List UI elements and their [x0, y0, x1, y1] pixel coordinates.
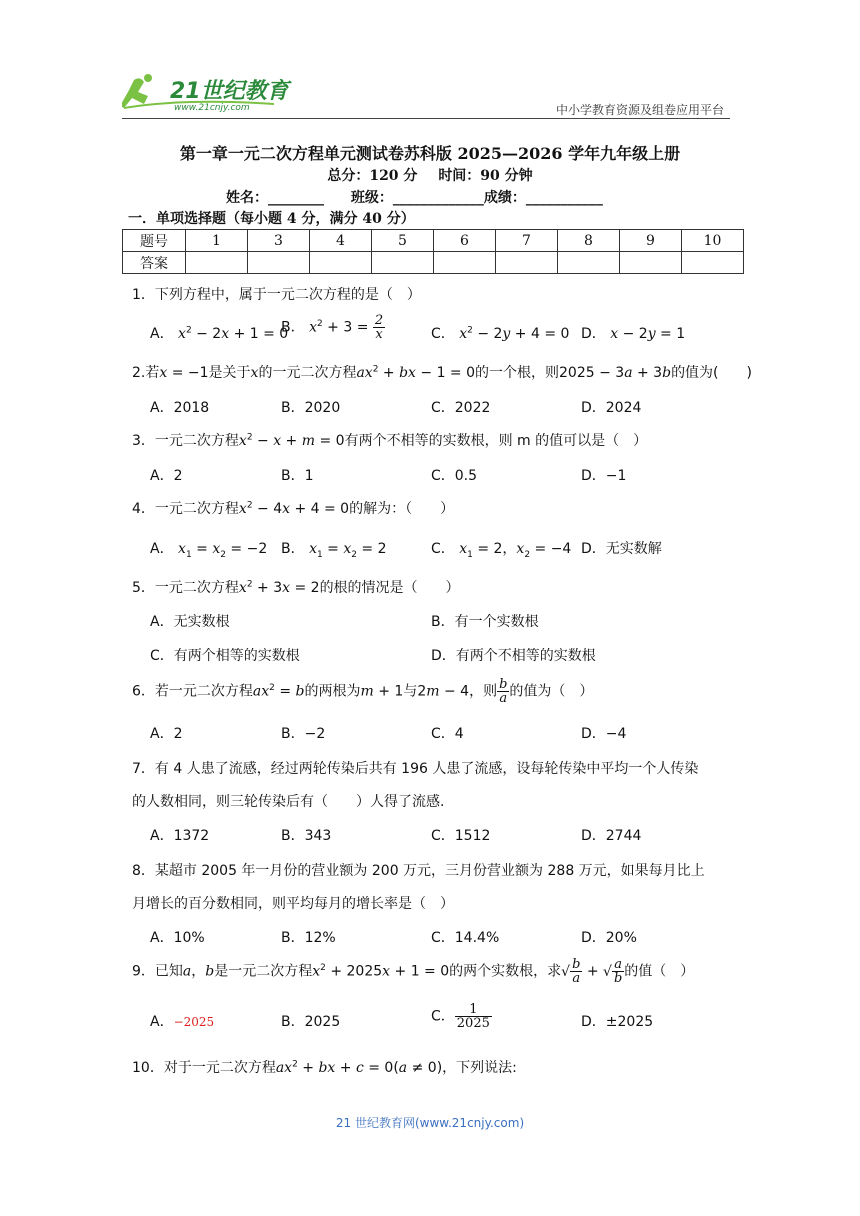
site-logo [122, 72, 292, 116]
q1-option-c[interactable]: C． $x^2 - 2y + 4 = 0$ [431, 325, 570, 342]
q3-text: 有两个不相等的实数根，则 m 的值可以是（ ） [344, 433, 648, 449]
option-label: B． [281, 541, 305, 557]
q9-option-a-value: −2025 [173, 1015, 215, 1029]
q1-option-a[interactable]: A． $x^2 - 2x + 1 = 0$ [150, 325, 289, 342]
option-label: B． [281, 726, 305, 742]
q2-option-b[interactable]: B．2020 [281, 400, 341, 416]
q3-option-b[interactable]: B．1 [281, 468, 314, 484]
question-7-line2: 的人数相同，则三轮传染后有（ ）人得了流感. [132, 794, 445, 810]
q3-option-a[interactable]: A．2 [150, 468, 183, 484]
q7-option-c[interactable]: C．1512 [431, 828, 491, 844]
q7-option-d[interactable]: D．2744 [581, 828, 642, 844]
question-5-stem: 5．一元二次方程$x^2 + 3x = 2$的根的情况是（ ） [132, 579, 460, 596]
q4-option-a[interactable]: A． $x_1 = x_2 = -2$ [150, 541, 268, 560]
q3-option-d[interactable]: D．−1 [581, 468, 627, 484]
q6-option-b[interactable]: B．−2 [281, 726, 326, 742]
q7-option-a[interactable]: A．1372 [150, 828, 210, 844]
question-2-stem: 2.若x = −1是关于x的一元二次方程$ax^2$ + bx − 1 = 0的一个根，则2025 − 3a + 3b的值为( ) [132, 364, 752, 381]
question-8-line2: 月增长的百分数相同，则平均每月的增长率是（ ） [132, 896, 454, 912]
answer-cell[interactable] [186, 252, 248, 274]
question-6-stem: 6．若一元二次方程$ax^2 = b$的两根为m + 1与2m − 4，则 $\frac{b}{a}$ 的值为（ ） [132, 677, 594, 706]
q1-option-b[interactable]: B． $x^2 + 3$ = $\frac{2}{x}$ [281, 313, 384, 342]
q6-text: 的值为（ ） [509, 683, 594, 700]
answer-cell[interactable] [682, 252, 744, 274]
question-1-stem: 1．下列方程中，属于一元二次方程的是（ ） [132, 287, 421, 303]
q6-option-d[interactable]: D．−4 [581, 726, 627, 742]
answer-cell[interactable] [620, 252, 682, 274]
class-field[interactable]: 班级：_____________ [350, 190, 484, 206]
q4-option-d[interactable]: D．无实数解 [581, 541, 662, 557]
table-cell: 答案 [123, 252, 186, 274]
q8-option-a[interactable]: A．10% [150, 930, 205, 946]
q9-option-c[interactable]: C． $\frac{1}{2025}$ [431, 1002, 490, 1031]
q10-text: 10．对于一元二次方程 [132, 1060, 276, 1076]
exam-meta [0, 165, 860, 185]
table-cell: 10 [682, 230, 744, 252]
total-score: 总分：120 分 [327, 168, 418, 184]
answer-cell[interactable] [310, 252, 372, 274]
option-label: D． [581, 468, 606, 484]
option-label: D． [581, 326, 606, 342]
q9-text: 9．已知 [132, 963, 183, 980]
option-label: C． [431, 1008, 455, 1025]
header-divider [122, 118, 730, 119]
answer-cell[interactable] [558, 252, 620, 274]
q6-text: 的两根为 [304, 683, 361, 700]
answer-cell[interactable] [496, 252, 558, 274]
q6-option-c[interactable]: C．4 [431, 726, 464, 742]
svg-text:21世纪教育: 21世纪教育 [170, 79, 289, 104]
question-4-stem: 4．一元二次方程$x^2 - 4x + 4 = 0$的解为：（ ） [132, 500, 455, 517]
exam-title: 第一章一元二次方程单元测试卷苏科版 2025—2026 学年九年级上册 [179, 144, 681, 163]
table-cell: 1 [186, 230, 248, 252]
table-cell: 题号 [123, 230, 186, 252]
table-row [123, 230, 744, 252]
table-cell: 5 [372, 230, 434, 252]
option-label: C． [431, 326, 455, 342]
table-cell: 8 [558, 230, 620, 252]
q9-option-d[interactable]: D．±2025 [581, 1014, 654, 1030]
q8-option-d[interactable]: D．20% [581, 930, 637, 946]
name-field[interactable]: 姓名：________ [226, 190, 324, 206]
platform-name: 中小学教育资源及组卷应用平台 [555, 103, 724, 117]
q4-text: 的解为：（ ） [349, 501, 455, 517]
svg-text:www.21cnjy.com: www.21cnjy.com [174, 103, 250, 113]
q6-text: 与 [403, 683, 418, 700]
q9-text: 的值（ ） [624, 963, 695, 980]
q5-option-a[interactable]: A．无实数根 [150, 614, 230, 630]
q2-text: 2.若 [132, 365, 160, 381]
question-8-line1: 8．某超市 2005 年一月份的营业额为 200 万元，三月份营业额为 288 万元，如果每月比上 [132, 863, 705, 879]
q9-option-b[interactable]: B．2025 [281, 1014, 341, 1030]
q2-option-d[interactable]: D．2024 [581, 400, 642, 416]
table-cell: 3 [248, 230, 310, 252]
q5-option-d[interactable]: D．有两个不相等的实数根 [431, 648, 596, 664]
option-label: A． [150, 1014, 174, 1030]
section-heading: 一．单项选择题（每小题 4 分，满分 40 分） [128, 211, 415, 227]
q8-option-c[interactable]: C．14.4% [431, 930, 500, 946]
q9-text: 的两个实数根，求 [449, 963, 562, 980]
q9-option-a[interactable] [150, 1011, 214, 1031]
option-label: D． [581, 726, 606, 742]
q2-option-a[interactable]: A．2018 [150, 400, 210, 416]
table-cell: 4 [310, 230, 372, 252]
answer-table [122, 229, 744, 274]
q5-text: 的根的情况是（ ） [319, 580, 460, 596]
q2-text: 是关于 [208, 365, 251, 381]
answer-cell[interactable] [372, 252, 434, 274]
q6-option-a[interactable]: A．2 [150, 726, 183, 742]
q5-option-b[interactable]: B．有一个实数根 [431, 614, 539, 630]
student-info [226, 187, 625, 207]
q3-option-c[interactable]: C．0.5 [431, 468, 478, 484]
score-field[interactable]: 成绩：___________ [483, 190, 603, 206]
q2-text: 的一元二次方程 [258, 365, 357, 381]
q7-option-b[interactable]: B．343 [281, 828, 332, 844]
q4-option-b[interactable]: B． $x_1 = x_2 = 2$ [281, 541, 387, 560]
table-cell: 6 [434, 230, 496, 252]
option-label: C． [431, 541, 455, 557]
q4-text: 4．一元二次方程 [132, 501, 239, 517]
time-limit: 时间：90 分钟 [438, 168, 533, 184]
question-10-stem: 10．对于一元二次方程$ax^2$ + bx + c = 0(a ≠ 0)，下列说法: [132, 1059, 517, 1076]
q10-text: ，下列说法: [442, 1060, 517, 1076]
q2-option-c[interactable]: C．2022 [431, 400, 491, 416]
question-3-stem: 3．一元二次方程$x^2 - x + m = 0$有两个不相等的实数根，则 m 的值可以是（ ） [132, 432, 648, 449]
q5-option-c[interactable]: C．有两个相等的实数根 [150, 648, 300, 664]
question-9-stem: 9．已知a，b是一元二次方程$x^2 + 2025x + 1 = 0$的两个实数根，求√ $\frac{b}{a}$ + √ $\frac{a}{b}$ 的值（ ） [132, 957, 695, 986]
q9-text: 是一元二次方程 [214, 963, 313, 980]
table-row [123, 252, 744, 274]
answer-cell[interactable] [434, 252, 496, 274]
answer-cell[interactable] [248, 252, 310, 274]
footer-link[interactable]: 21 世纪教育网(www.21cnjy.com) [335, 1116, 525, 1130]
option-label: A． [150, 541, 174, 557]
q8-option-b[interactable]: B．12% [281, 930, 336, 946]
q6-text: ，则 [469, 683, 498, 700]
q2-text: 的一个根，则 [475, 365, 560, 381]
table-cell: 9 [620, 230, 682, 252]
q9-text: ， [191, 963, 206, 980]
option-label: B． [281, 319, 305, 336]
q6-text: 6．若一元二次方程 [132, 683, 253, 700]
question-7-line1: 7．有 4 人患了流感，经过两轮传染后共有 196 人患了流感，设每轮传染中平均一个人传染 [132, 761, 699, 777]
table-cell: 7 [496, 230, 558, 252]
q3-text: 3．一元二次方程 [132, 433, 239, 449]
q1-option-d[interactable]: D． x − 2y = 1 [581, 326, 686, 342]
q4-option-c[interactable]: C． $x_1 = 2$，$x_2 = -4$ [431, 541, 572, 560]
q2-text: 的值为( ) [671, 365, 752, 381]
q5-text: 5．一元二次方程 [132, 580, 239, 596]
option-label: A． [150, 326, 174, 342]
